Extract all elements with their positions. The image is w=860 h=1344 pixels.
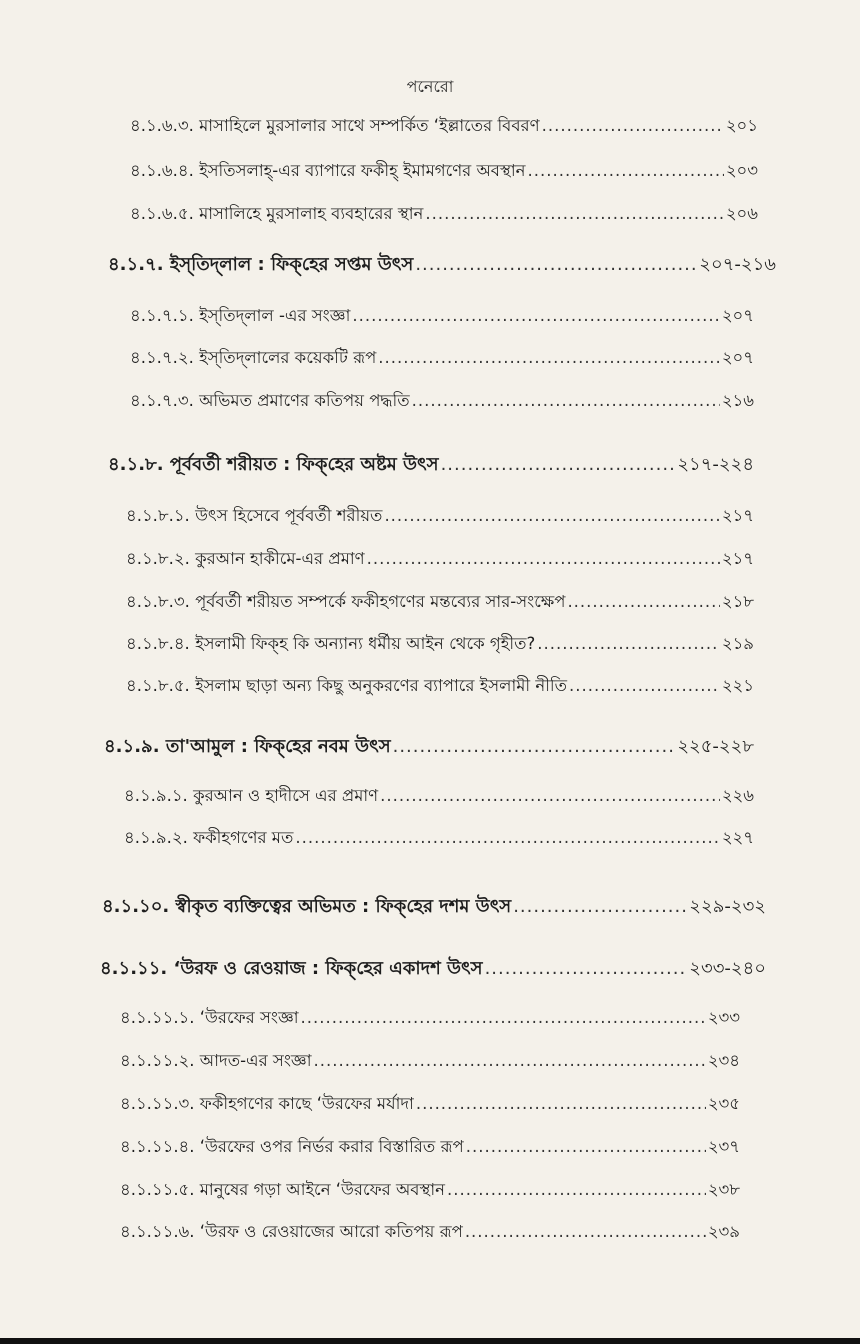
entry-title: পূর্ববর্তী শরীয়ত সম্পর্কে ফকীহগণের মন্তব্যের সার-সংক্ষেপ xyxy=(195,592,566,611)
leader-dots xyxy=(384,508,719,525)
leader-dots xyxy=(393,738,676,756)
entry-page: ২০৭ xyxy=(721,348,754,367)
section-pages: ২০৭-২১৬ xyxy=(699,254,776,275)
entry-title: ইসতিসলাহ্-এর ব্যাপারে ফকীহ্ ইমামগণের অবস্থান xyxy=(199,161,526,180)
entry-page: ২১৯ xyxy=(721,634,754,653)
section-number: ৪.১.৯. xyxy=(104,736,160,757)
leader-dots xyxy=(513,898,687,916)
section-number: ৪.১.১১. xyxy=(100,958,168,979)
toc-section xyxy=(108,256,776,274)
entry-page: ২০১ xyxy=(725,116,758,135)
toc-entry xyxy=(130,308,754,325)
toc-section xyxy=(104,738,754,756)
entry-number: ৪.১.৮.২. xyxy=(126,549,190,568)
leader-dots xyxy=(415,256,697,274)
entry-number: ৪.১.৮.১. xyxy=(126,506,190,525)
entry-title: ‘উরফের ওপর নির্ভর করার বিস্তারিত রূপ xyxy=(199,1137,464,1156)
entry-title: ইস্‌তিদ্‌লাল -এর সংজ্ঞা xyxy=(199,306,351,325)
entry-number: ৪.১.১১.৫. xyxy=(120,1180,195,1199)
section-title: স্বীকৃত ব্যক্তিত্বের অভিমত : ফিক্‌হের দশম উৎস xyxy=(175,896,512,917)
leader-dots xyxy=(314,1053,706,1070)
entry-number: ৪.১.৮.৫. xyxy=(126,676,190,695)
leader-dots xyxy=(537,636,720,653)
entry-page: ২২৭ xyxy=(721,828,754,847)
entry-title: ফকীহগণের মত xyxy=(193,828,294,847)
leader-dots xyxy=(542,118,724,135)
toc-entry xyxy=(120,1053,740,1070)
section-number: ৪.১.৭. xyxy=(108,254,164,275)
entry-number: ৪.১.১১.৩. xyxy=(120,1094,195,1113)
entry-page: ২৩৭ xyxy=(707,1137,740,1156)
entry-page: ২২১ xyxy=(721,676,754,695)
entry-number: ৪.১.১১.৬. xyxy=(120,1222,195,1241)
toc-entry xyxy=(124,788,754,805)
section-pages: ২২৫-২২৮ xyxy=(677,736,754,757)
leader-dots xyxy=(447,1182,706,1199)
entry-number: ৪.১.৬.৫. xyxy=(130,204,194,223)
toc-section xyxy=(100,960,766,978)
toc-entry xyxy=(120,1182,740,1199)
toc-section xyxy=(108,456,754,474)
section-title: ইস্‌তিদ্‌লাল : ফিক্‌হের সপ্তম উৎস xyxy=(169,254,414,275)
toc-entry xyxy=(130,393,754,410)
entry-number: ৪.১.৭.২. xyxy=(130,348,194,367)
entry-title: আদত-এর সংজ্ঞা xyxy=(199,1051,312,1070)
leader-dots xyxy=(441,456,676,474)
toc-entry xyxy=(126,594,754,611)
toc-entry xyxy=(130,350,754,367)
entry-number: ৪.১.৭.১. xyxy=(130,306,194,325)
section-pages: ২১৭-২২৪ xyxy=(677,454,754,475)
entry-number: ৪.১.১১.১. xyxy=(120,1008,195,1027)
toc-entry xyxy=(120,1139,740,1156)
toc-entry xyxy=(126,678,754,695)
entry-title: ‘উরফের সংজ্ঞা xyxy=(199,1008,299,1027)
entry-page: ২১৭ xyxy=(721,549,754,568)
entry-page: ২১৮ xyxy=(721,592,754,611)
toc-entry xyxy=(120,1096,740,1113)
entry-page: ২২৬ xyxy=(721,786,754,805)
section-number: ৪.১.১০. xyxy=(102,896,170,917)
entry-title: ফকীহগণের কাছে ‘উরফের মর্যাদা xyxy=(199,1094,414,1113)
leader-dots xyxy=(301,1010,706,1027)
section-title: তা'আমুল : ফিক্‌হের নবম উৎস xyxy=(165,736,391,757)
toc-entry xyxy=(124,830,754,847)
entry-title: ইসলামী ফিক্‌হ কি অন্যান্য ধর্মীয় আইন থেকে গৃহীত? xyxy=(195,634,536,653)
entry-page: ২০৬ xyxy=(725,204,758,223)
entry-number: ৪.১.১১.৪. xyxy=(120,1137,195,1156)
entry-title: মাসালিহে মুরসালাহ ব্যবহারের স্থান xyxy=(199,204,424,223)
leader-dots xyxy=(295,830,719,847)
entry-page: ২৩৯ xyxy=(707,1222,740,1241)
toc-entry xyxy=(130,118,758,135)
toc-entry xyxy=(130,206,758,223)
toc-entry xyxy=(126,636,754,653)
entry-page: ২৩৫ xyxy=(707,1094,740,1113)
section-pages: ২২৯-২৩২ xyxy=(689,896,766,917)
toc-entry xyxy=(120,1224,740,1241)
entry-number: ৪.১.৮.৩. xyxy=(126,592,190,611)
entry-number: ৪.১.৮.৪. xyxy=(126,634,190,653)
section-title: ‘উরফ ও রেওয়াজ : ফিক্‌হের একাদশ উৎস xyxy=(173,958,483,979)
leader-dots xyxy=(380,788,720,805)
entry-number: ৪.১.৬.৩. xyxy=(130,116,194,135)
entry-page: ২৩৩ xyxy=(707,1008,740,1027)
section-number: ৪.১.৮. xyxy=(108,454,164,475)
entry-page: ২০৭ xyxy=(721,306,754,325)
leader-dots xyxy=(567,594,719,611)
entry-page: ২০৩ xyxy=(725,161,758,180)
entry-number: ৪.১.৯.২. xyxy=(124,828,188,847)
page-header: পনেরো xyxy=(406,77,454,96)
leader-dots xyxy=(425,206,723,223)
entry-title: কুরআন হাকীমে-এর প্রমাণ xyxy=(195,549,365,568)
entry-number: ৪.১.৭.৩. xyxy=(130,391,194,410)
toc-entry xyxy=(126,551,754,568)
entry-page: ২৩৮ xyxy=(707,1180,740,1199)
entry-title: ‘উরফ ও রেওয়াজের আরো কতিপয় রূপ xyxy=(199,1222,463,1241)
entry-title: কুরআন ও হাদীসে এর প্রমাণ xyxy=(193,786,379,805)
leader-dots xyxy=(569,678,720,695)
entry-number: ৪.১.৯.১. xyxy=(124,786,188,805)
leader-dots xyxy=(528,163,724,180)
leader-dots xyxy=(416,1096,706,1113)
section-title: পূর্ববর্তী শরীয়ত : ফিক্‌হের অষ্টম উৎস xyxy=(169,454,439,475)
leader-dots xyxy=(466,1139,706,1156)
leader-dots xyxy=(367,551,720,568)
leader-dots xyxy=(378,350,720,367)
entry-title: অভিমত প্রমাণের কতিপয় পদ্ধতি xyxy=(199,391,410,410)
leader-dots xyxy=(412,393,720,410)
toc-entry xyxy=(130,163,758,180)
entry-title: ইস্‌তিদ্‌লালের কয়েকটি রূপ xyxy=(199,348,377,367)
toc-entry xyxy=(120,1010,740,1027)
toc-entry xyxy=(126,508,754,525)
entry-page: ২৩৪ xyxy=(707,1051,740,1070)
leader-dots xyxy=(465,1224,706,1241)
entry-title: উৎস হিসেবে পূর্ববর্তী শরীয়ত xyxy=(195,506,383,525)
leader-dots xyxy=(485,960,688,978)
toc-section xyxy=(102,898,766,916)
entry-number: ৪.১.১১.২. xyxy=(120,1051,195,1070)
entry-page: ২১৭ xyxy=(721,506,754,525)
entry-number: ৪.১.৬.৪. xyxy=(130,161,194,180)
leader-dots xyxy=(352,308,719,325)
entry-title: মাসাহিলে মুরসালার সাথে সম্পর্কিত ‘ইল্লাতের বিবরণ xyxy=(199,116,540,135)
section-pages: ২৩৩-২৪০ xyxy=(689,958,766,979)
entry-page: ২১৬ xyxy=(721,391,754,410)
page-bottom-edge xyxy=(0,1338,860,1344)
entry-title: ইসলাম ছাড়া অন্য কিছু অনুকরণের ব্যাপারে ইসলামী নীতি xyxy=(195,676,568,695)
entry-title: মানুষের গড়া আইনে ‘উরফের অবস্থান xyxy=(199,1180,445,1199)
